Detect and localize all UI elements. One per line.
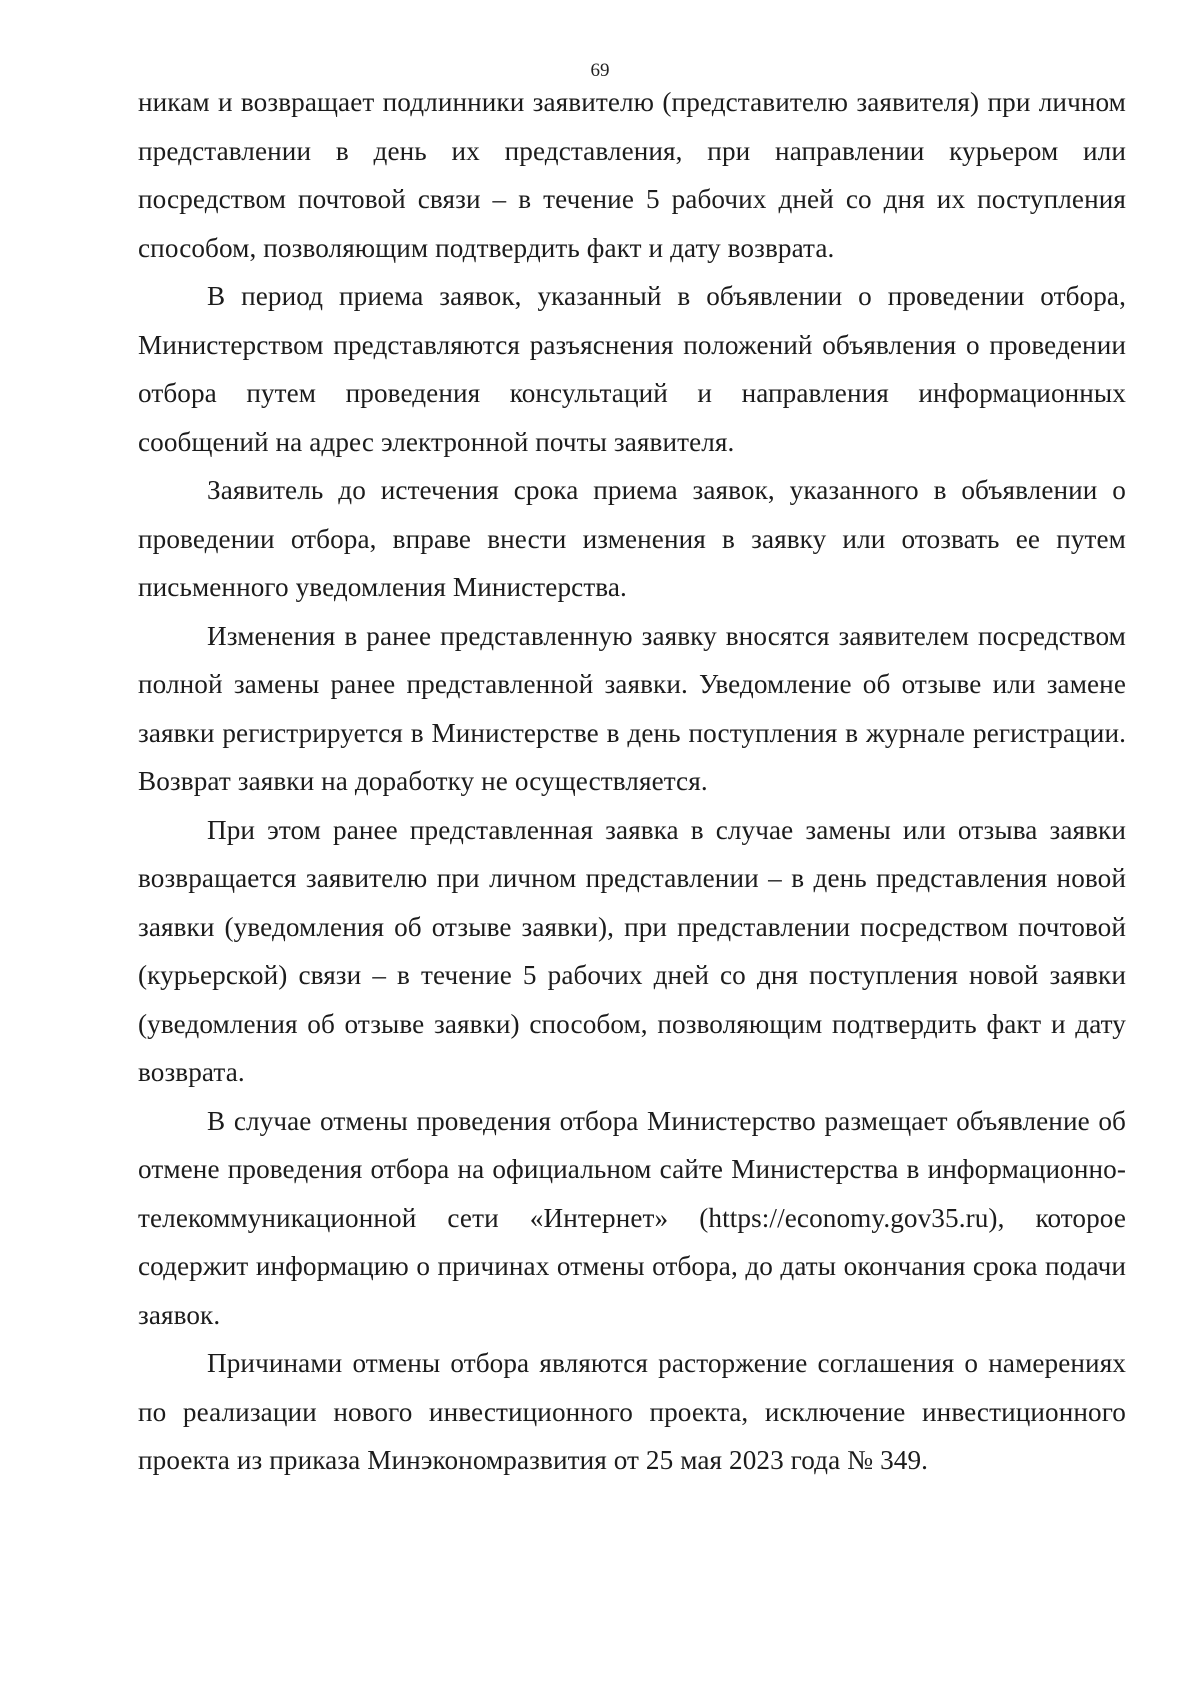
page-number: 69 bbox=[590, 60, 610, 81]
document-body bbox=[138, 78, 1126, 1485]
paragraph-application-changes: Заявитель до истечения срока приема заявок, указанного в объявлении о проведении отбора, вправе внести изменения в заявку или отозвать ее путем письменного уведомления Министерства. bbox=[138, 475, 1126, 602]
paragraph-consultations: В период приема заявок, указанный в объявлении о проведении отбора, Министерством представляются разъяснения положений объявления о проведении отбора путем проведения консультаций и направления информационных сообщений на адрес электронной почты заявителя. bbox=[138, 281, 1126, 457]
paragraph-cancellation-announcement: В случае отмены проведения отбора Министерство размещает объявление об отмене проведения отбора на официальном сайте Министерства в информационно-телекоммуникационной сети «Интернет» (https://economy.gov35.ru), которое содержит информацию о причинах отмены отбора, до даты окончания срока подачи заявок. bbox=[138, 1105, 1126, 1330]
paragraph-replacement: Изменения в ранее представленную заявку вносятся заявителем посредством полной замены ранее представленной заявки. Уведомление об отзыве или замене заявки регистрируется в Министерстве в день поступления в журнале регистрации. Возврат заявки на доработку не осуществляется. bbox=[138, 620, 1126, 796]
paragraph-continuation: никам и возвращает подлинники заявителю (представителю заявителя) при личном представлении в день их представления, при направлении курьером или посредством почтовой связи – в течение 5 рабочих дней со дня их поступления способом, позволяющим подтвердить факт и дату возврата. bbox=[138, 87, 1126, 263]
paragraph-return-procedure: При этом ранее представленная заявка в случае замены или отзыва заявки возвращается заявителю при личном представлении – в день представления новой заявки (уведомления об отзыве заявки), при представлении посредством почтовой (курьерской) связи – в течение 5 рабочих дней со дня поступления новой заявки (уведомления об отзыве заявки) способом, позволяющим подтвердить факт и дату возврата. bbox=[138, 814, 1126, 1087]
paragraph-cancellation-reasons: Причинами отмены отбора являются расторжение соглашения о намерениях по реализации нового инвестиционного проекта, исключение инвестиционного проекта из приказа Минэкономразвития от 25 мая 2023 года № 349. bbox=[138, 1348, 1126, 1475]
